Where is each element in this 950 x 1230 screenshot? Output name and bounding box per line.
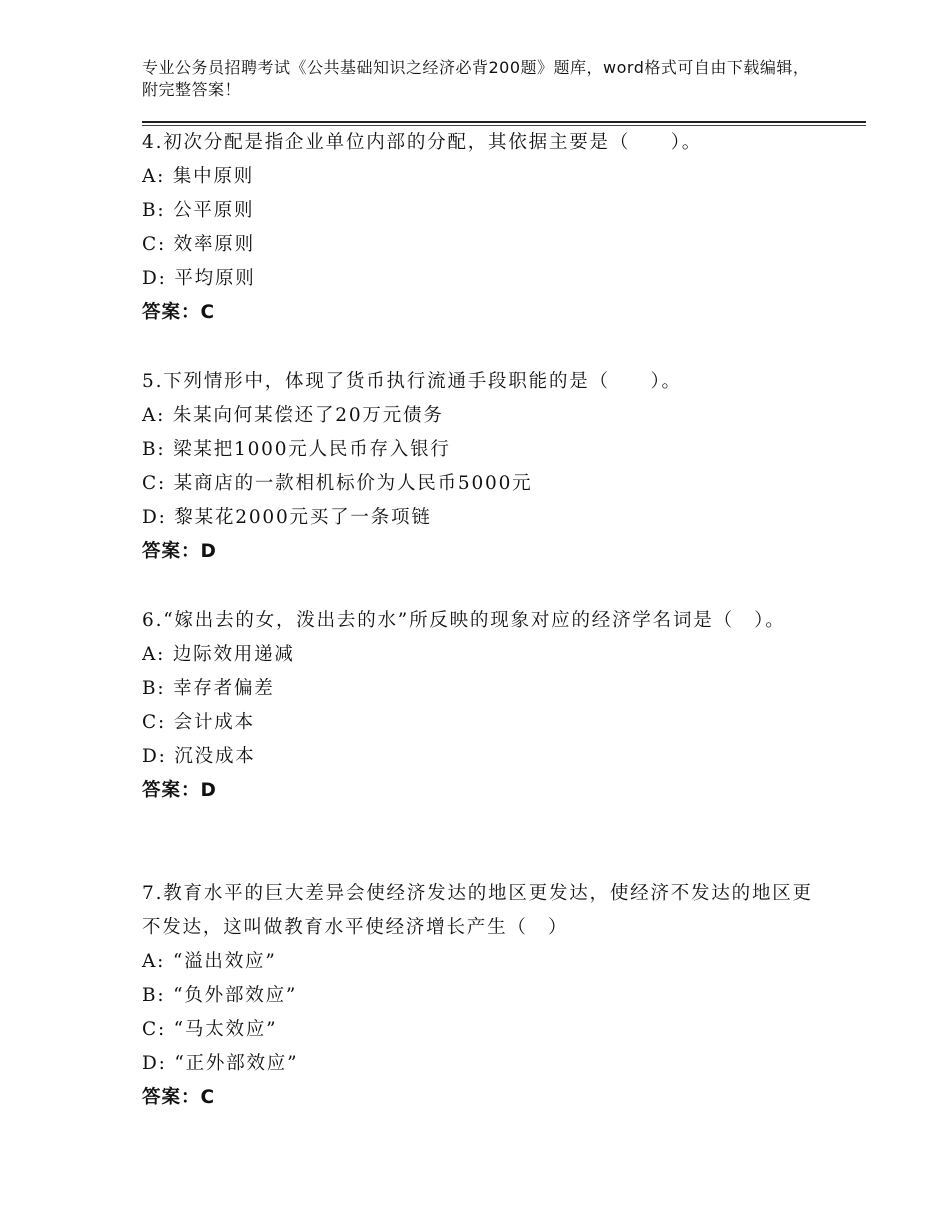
option-d: D: 黎某花2000元买了一条项链 <box>142 507 432 528</box>
question-block-5 <box>142 365 822 569</box>
option-a: A: 边际效用递减 <box>142 644 295 665</box>
option-d: D: “正外部效应” <box>142 1053 299 1074</box>
document-header: 专业公务员招聘考试《公共基础知识之经济必背200题》题库，word格式可自由下载编辑，附完整答案！ <box>142 58 810 99</box>
option-b: B: 幸存者偏差 <box>142 678 275 699</box>
header-divider-thick <box>142 121 866 123</box>
option-d: D: 平均原则 <box>142 268 256 289</box>
question-stem: 6.“嫁出去的女，泼出去的水”所反映的现象对应的经济学名词是（ ）。 <box>142 610 786 631</box>
option-a: A: 集中原则 <box>142 166 255 187</box>
option-b: B: 梁某把1000元人民币存入银行 <box>142 439 451 460</box>
answer-line: 答案：C <box>142 302 216 323</box>
question-stem: 7.教育水平的巨大差异会使经济发达的地区更发达，使经济不发达的地区更不发达，这叫做教育水平使经济增长产生（ ） <box>142 883 813 938</box>
option-b: B: 公平原则 <box>142 200 255 221</box>
option-a: A: 朱某向何某偿还了20万元债务 <box>142 405 444 426</box>
option-a: A: “溢出效应” <box>142 951 277 972</box>
option-c: C: 某商店的一款相机标价为人民币5000元 <box>142 473 533 494</box>
option-c: C: “马太效应” <box>142 1019 278 1040</box>
question-stem: 5.下列情形中，体现了货币执行流通手段职能的是（ ）。 <box>142 371 682 392</box>
option-c: C: 效率原则 <box>142 234 255 255</box>
question-block-4 <box>142 126 822 330</box>
option-d: D: 沉没成本 <box>142 746 256 767</box>
answer-line: 答案：D <box>142 780 217 801</box>
question-stem: 4.初次分配是指企业单位内部的分配，其依据主要是（ ）。 <box>142 132 703 153</box>
option-c: C: 会计成本 <box>142 712 255 733</box>
question-block-7 <box>142 877 822 1115</box>
question-block-6 <box>142 604 822 808</box>
answer-line: 答案：C <box>142 1087 216 1108</box>
answer-line: 答案：D <box>142 541 217 562</box>
option-b: B: “负外部效应” <box>142 985 298 1006</box>
